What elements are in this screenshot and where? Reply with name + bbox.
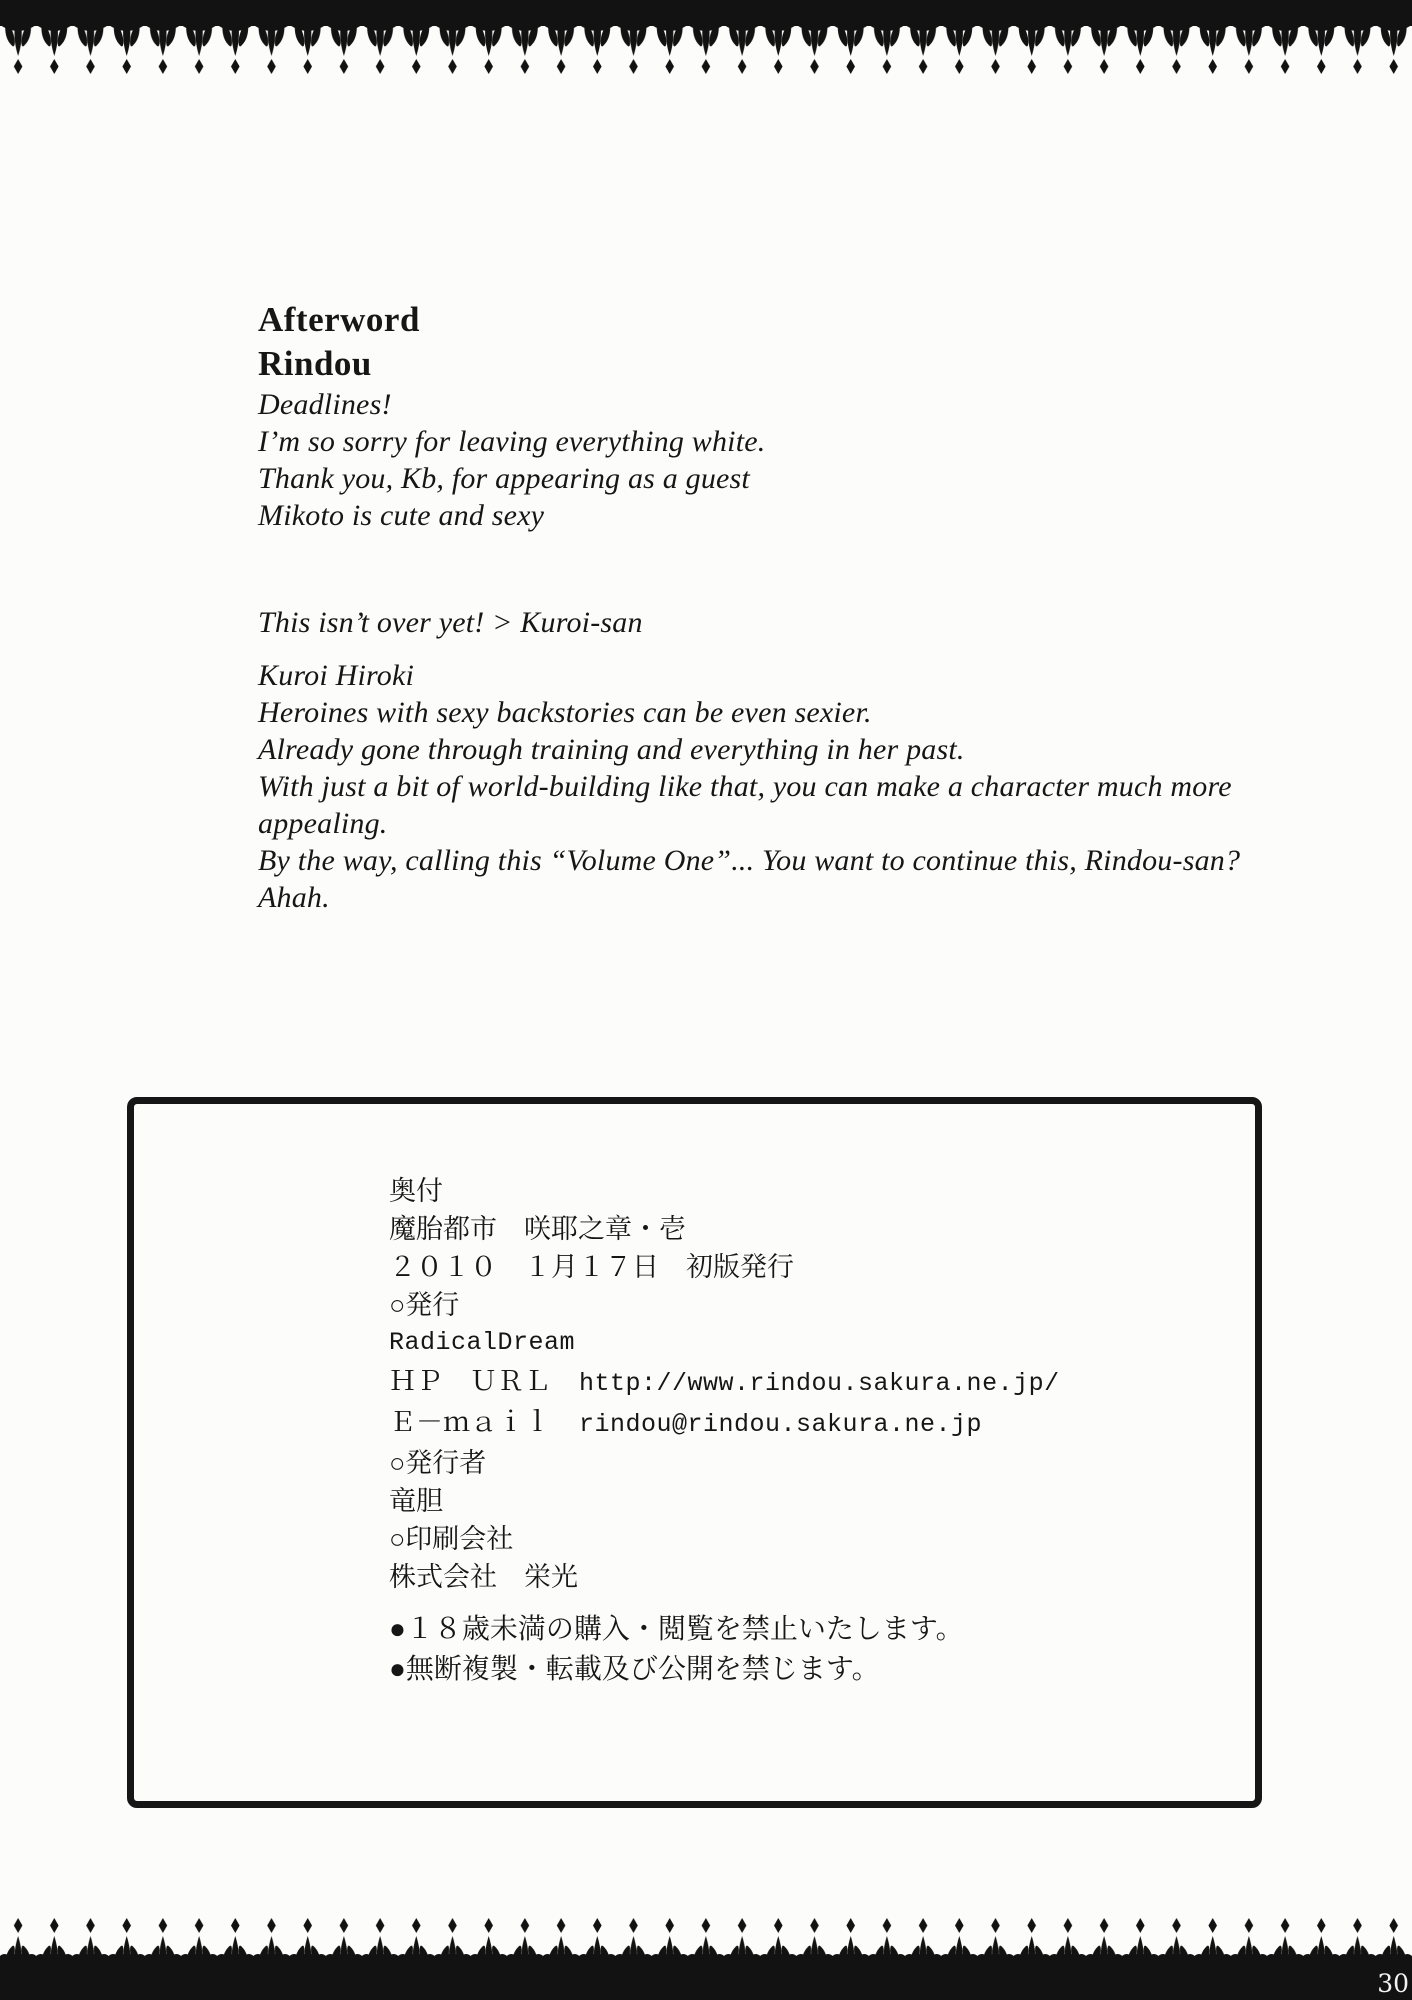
spacer — [258, 641, 1240, 657]
kuroi-comment-line: By the way, calling this “Volume One”... You want to continue this, Rindou-san? — [258, 844, 1241, 877]
hp-url-value: http://www.rindou.sakura.ne.jp/ — [579, 1369, 1060, 1398]
rindou-comment-line: Deadlines! — [258, 388, 392, 421]
kuroi-comment-line: appealing. — [258, 807, 388, 840]
bottom-ornament-border — [0, 1906, 1412, 2000]
kuroi-comment-line: Already gone through training and everything in her past. — [258, 733, 965, 766]
colophon-notices — [389, 1610, 1255, 1690]
fleur-band-bottom-icon — [0, 1906, 1412, 2000]
colophon-printer: 株式会社 栄光 — [389, 1562, 578, 1592]
colophon-publisher: RadicalDream — [389, 1328, 576, 1357]
colophon-hp-row — [389, 1362, 1255, 1403]
kuroi-comment-line: With just a bit of world-building like that, you can make a character much more — [258, 770, 1232, 803]
email-value: rindou@rindou.sakura.ne.jp — [579, 1410, 983, 1439]
rindou-comment-line: Mikoto is cute and sexy — [258, 499, 545, 532]
author-name-kuroi: Kuroi Hiroki — [258, 659, 415, 692]
colophon-title: 奥付 — [389, 1176, 443, 1206]
kuroi-comment-line: Ahah. — [258, 881, 330, 914]
colophon-issuer-label: ○発行者 — [389, 1448, 487, 1478]
interjection-line: This isn’t over yet! > Kuroi-san — [258, 606, 643, 639]
top-ornament-border — [0, 0, 1412, 76]
fleur-band-top-icon — [0, 0, 1412, 76]
rindou-comment-line: I’m so sorry for leaving everything white. — [258, 425, 766, 458]
colophon-issuer: 竜胆 — [389, 1486, 443, 1516]
author-name-rindou: Rindou — [258, 344, 372, 383]
afterword-heading: Afterword — [258, 300, 420, 339]
age-restriction-notice: ●１８歳未満の購入・閲覧を禁止いたします。 — [389, 1614, 964, 1645]
hp-url-label: ＨＰ ＵＲＬ — [389, 1366, 551, 1396]
kuroi-comment-line: Heroines with sexy backstories can be even sexier. — [258, 696, 872, 729]
colophon-printer-label: ○印刷会社 — [389, 1524, 514, 1554]
email-label: Ｅ－ｍａｉｌ — [389, 1407, 551, 1437]
afterword-section — [258, 298, 1240, 916]
copyright-notice: ●無断複製・転載及び公開を禁じます。 — [389, 1654, 880, 1685]
colophon-book-title: 魔胎都市 咲耶之章・壱 — [389, 1214, 686, 1244]
spacer — [258, 534, 1240, 604]
colophon-email-row — [389, 1403, 1255, 1444]
colophon-publish-date: ２０１０ １月１７日 初版発行 — [389, 1252, 794, 1282]
page-number: 30 — [1377, 1969, 1409, 1998]
colophon-publisher-label: ○発行 — [389, 1290, 460, 1320]
colophon-box — [127, 1097, 1262, 1808]
rindou-comment-line: Thank you, Kb, for appearing as a guest — [258, 462, 750, 495]
